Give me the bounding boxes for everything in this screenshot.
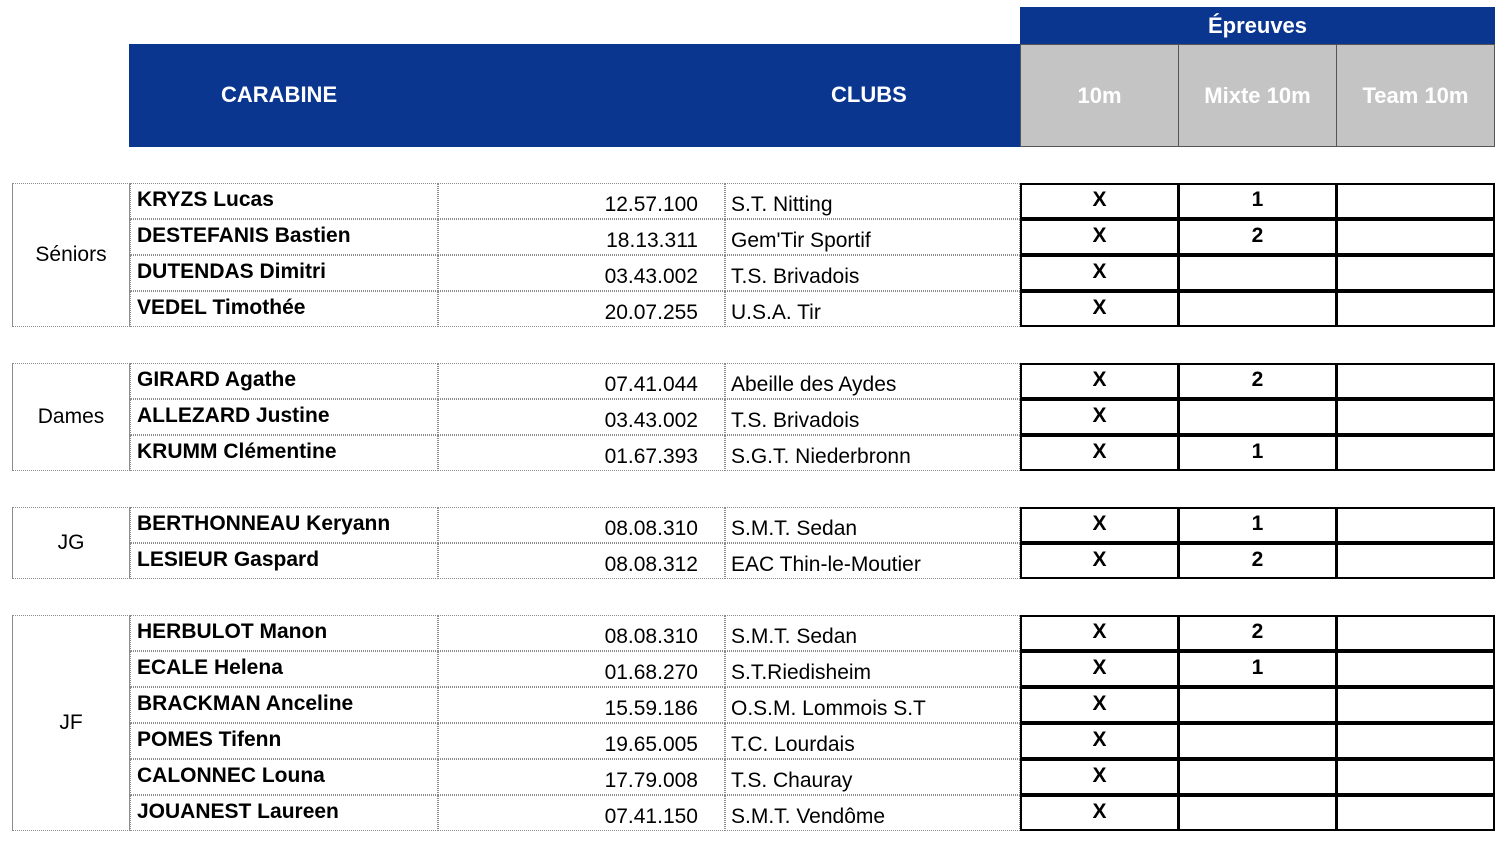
athlete-name: DUTENDAS Dimitri [130, 255, 438, 291]
event-team-10m-mark [1336, 399, 1495, 435]
event-team-10m-mark [1336, 723, 1495, 759]
license-number: 17.79.008 [438, 759, 725, 795]
event-mixte-10m-mark [1178, 795, 1337, 831]
event-mixte-10m-mark: 1 [1178, 435, 1337, 471]
license-number: 12.57.100 [438, 183, 725, 219]
event-10m-mark: X [1020, 435, 1179, 471]
event-team-10m-mark [1336, 543, 1495, 579]
license-number: 07.41.044 [438, 363, 725, 399]
club-name: T.S. Chauray [725, 759, 1020, 795]
event-team-10m-mark [1336, 363, 1495, 399]
group-s-niors [12, 183, 1495, 327]
event-10m-mark: X [1020, 723, 1179, 759]
event-10m-mark: X [1020, 795, 1179, 831]
club-name: Gem'Tir Sportif [725, 219, 1020, 255]
event-10m-mark: X [1020, 615, 1179, 651]
event-team-10m-mark [1336, 759, 1495, 795]
event-team-10m-mark [1336, 183, 1495, 219]
event-mixte-10m-mark: 2 [1178, 363, 1337, 399]
license-number: 19.65.005 [438, 723, 725, 759]
club-name: S.M.T. Sedan [725, 615, 1020, 651]
event-team-10m-mark [1336, 507, 1495, 543]
event-label-mixte-10m: Mixte 10m [1204, 82, 1311, 108]
event-team-10m-mark [1336, 219, 1495, 255]
license-number: 01.67.393 [438, 435, 725, 471]
license-number: 18.13.311 [438, 219, 725, 255]
club-name: T.C. Lourdais [725, 723, 1020, 759]
event-label-team-10m: Team 10m [1362, 82, 1469, 108]
event-mixte-10m-mark [1178, 255, 1337, 291]
event-10m-mark: X [1020, 291, 1179, 327]
event-mixte-10m-mark: 1 [1178, 651, 1337, 687]
group-jg [12, 507, 1495, 579]
club-name: T.S. Brivadois [725, 399, 1020, 435]
club-name: U.S.A. Tir [725, 291, 1020, 327]
discipline-title: CARABINE [221, 82, 338, 107]
club-name: T.S. Brivadois [725, 255, 1020, 291]
event-team-10m-mark [1336, 651, 1495, 687]
athlete-name: POMES Tifenn [130, 723, 438, 759]
event-team-10m-mark [1336, 255, 1495, 291]
event-mixte-10m-mark: 2 [1178, 615, 1337, 651]
category-label: Séniors [12, 183, 130, 327]
club-name: EAC Thin-le-Moutier [725, 543, 1020, 579]
event-label-10m: 10m [1077, 82, 1122, 108]
license-number: 08.08.310 [438, 615, 725, 651]
event-10m-mark: X [1020, 507, 1179, 543]
event-team-10m-mark [1336, 795, 1495, 831]
event-team-10m-mark [1336, 687, 1495, 723]
athlete-name: KRYZS Lucas [130, 183, 438, 219]
athlete-name: JOUANEST Laureen [130, 795, 438, 831]
category-label: Dames [12, 363, 130, 471]
event-10m-mark: X [1020, 543, 1179, 579]
event-10m-mark: X [1020, 183, 1179, 219]
license-number: 07.41.150 [438, 795, 725, 831]
event-10m-mark: X [1020, 399, 1179, 435]
athlete-name: BRACKMAN Anceline [130, 687, 438, 723]
athlete-name: ALLEZARD Justine [130, 399, 438, 435]
club-name: S.M.T. Vendôme [725, 795, 1020, 831]
license-number: 08.08.312 [438, 543, 725, 579]
category-label: JG [12, 507, 130, 579]
event-mixte-10m-mark: 1 [1178, 507, 1337, 543]
license-number: 03.43.002 [438, 399, 725, 435]
event-mixte-10m-mark: 2 [1178, 219, 1337, 255]
club-name: S.T. Nitting [725, 183, 1020, 219]
event-mixte-10m-mark [1178, 759, 1337, 795]
athlete-name: CALONNEC Louna [130, 759, 438, 795]
athlete-name: VEDEL Timothée [130, 291, 438, 327]
athlete-name: LESIEUR Gaspard [130, 543, 438, 579]
athlete-name: DESTEFANIS Bastien [130, 219, 438, 255]
club-name: S.M.T. Sedan [725, 507, 1020, 543]
event-mixte-10m-mark [1178, 399, 1337, 435]
event-team-10m-mark [1336, 291, 1495, 327]
event-10m-mark: X [1020, 759, 1179, 795]
event-header-10m [1020, 44, 1179, 147]
license-number: 03.43.002 [438, 255, 725, 291]
license-number: 15.59.186 [438, 687, 725, 723]
event-team-10m-mark [1336, 435, 1495, 471]
athlete-name: HERBULOT Manon [130, 615, 438, 651]
event-mixte-10m-mark [1178, 291, 1337, 327]
club-name: S.G.T. Niederbronn [725, 435, 1020, 471]
group-dames [12, 363, 1495, 471]
epreuves-label: Épreuves [1207, 12, 1308, 38]
club-name: Abeille des Aydes [725, 363, 1020, 399]
license-number: 01.68.270 [438, 651, 725, 687]
club-name: O.S.M. Lommois S.T [725, 687, 1020, 723]
athlete-name: ECALE Helena [130, 651, 438, 687]
category-label: JF [12, 615, 130, 831]
athlete-name: GIRARD Agathe [130, 363, 438, 399]
license-number: 08.08.310 [438, 507, 725, 543]
club-name: S.T.Riedisheim [725, 651, 1020, 687]
license-number: 20.07.255 [438, 291, 725, 327]
group-jf [12, 615, 1495, 831]
epreuves-header [1020, 7, 1495, 44]
event-mixte-10m-mark: 2 [1178, 543, 1337, 579]
event-mixte-10m-mark [1178, 723, 1337, 759]
event-10m-mark: X [1020, 651, 1179, 687]
athlete-name: KRUMM Clémentine [130, 435, 438, 471]
event-mixte-10m-mark: 1 [1178, 183, 1337, 219]
event-header-team-10m [1336, 44, 1495, 147]
event-10m-mark: X [1020, 255, 1179, 291]
event-10m-mark: X [1020, 219, 1179, 255]
clubs-title: CLUBS [831, 82, 907, 107]
event-10m-mark: X [1020, 687, 1179, 723]
athlete-name: BERTHONNEAU Keryann [130, 507, 438, 543]
event-mixte-10m-mark [1178, 687, 1337, 723]
event-10m-mark: X [1020, 363, 1179, 399]
event-team-10m-mark [1336, 615, 1495, 651]
event-header-mixte-10m [1178, 44, 1337, 147]
